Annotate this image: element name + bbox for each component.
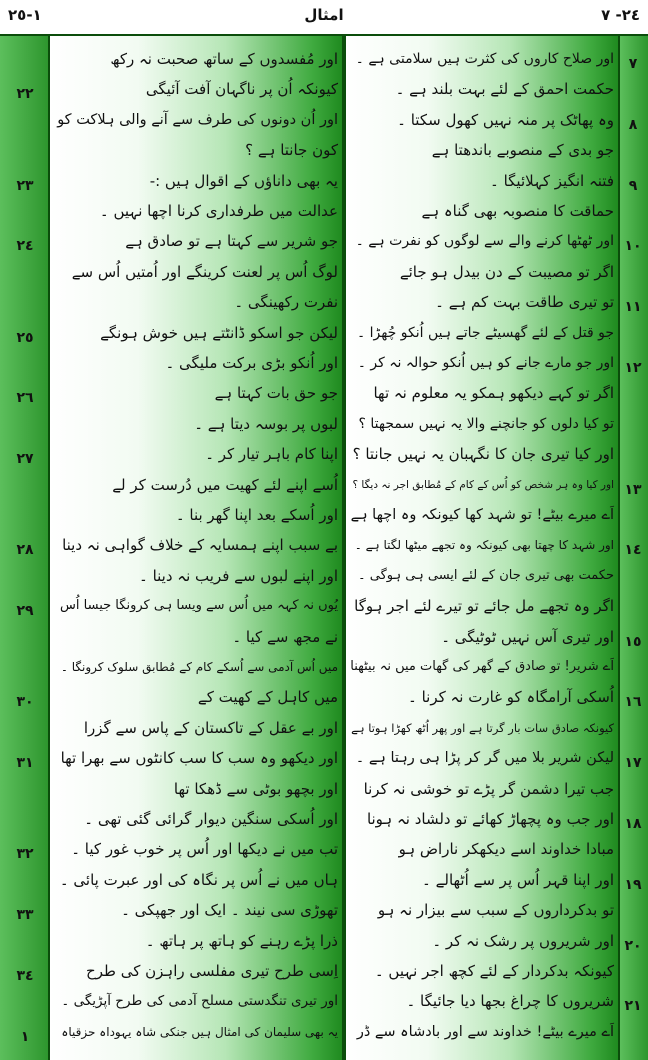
right-column-line: تو تیری طاقت بہت کم ہے ۔ bbox=[435, 293, 614, 312]
right-column-line: لیکن شریر بلا میں گر کر پڑا ہی رہتا ہے ۔ bbox=[355, 750, 614, 767]
left-column-verse-number: ٢٥ bbox=[16, 329, 34, 346]
page-header bbox=[0, 0, 648, 36]
right-column-line: اور صلاح کاروں کی کثرت ہیں سلامتی ہے ۔ bbox=[355, 51, 614, 67]
page-body bbox=[0, 36, 648, 1060]
left-column-line: اور مُفسدوں کے ساتھ صحبت نہ رکھ bbox=[110, 50, 338, 68]
left-column-line: کیونکہ اُن پر ناگہان آفت آئیگی bbox=[145, 80, 338, 99]
left-column-verse-number: ٢٦ bbox=[16, 390, 34, 407]
left-column-line: جو شریر سے کہتا ہے تو صادق ہے bbox=[125, 232, 338, 251]
right-column-line: اور کیا تیری جان کا نگہبان یہ نہیں جانتا ؟ bbox=[352, 445, 614, 464]
right-column-line: اَے شریر! تو صادق کے گھر کی گھات میں نہ بیٹھنا bbox=[350, 659, 614, 674]
left-column-line: یُوں نہ کہہ میں اُس سے ویسا ہی کرونگا جیسا اُس bbox=[60, 598, 338, 614]
left-column-verse-number: ٣١ bbox=[16, 755, 34, 772]
right-column-verse-number: ١٢ bbox=[624, 360, 642, 376]
left-column-verse-number: ١ bbox=[20, 1028, 30, 1045]
right-column-line: حکمت احمق کے لئے بہت بلند ہے ۔ bbox=[395, 80, 614, 99]
right-column-line: فتنہ انگیز کہلائیگا ۔ bbox=[490, 171, 614, 190]
right-column-line: اَے میرے بیٹے! خداوند سے اور بادشاہ سے ڈر bbox=[356, 1023, 614, 1040]
left-column-line: یہ بھی داناؤں کے اقوال ہیں :- bbox=[149, 171, 338, 190]
left-column-line: اور دیکھو وہ سب کا سب کانٹوں سے بھرا تھا bbox=[60, 749, 338, 768]
left-column-line: اُسے اپنے لئے کھیت میں دُرست کر لے bbox=[112, 475, 338, 494]
left-column-line: عدالت میں طرفداری کرنا اچھا نہیں ۔ bbox=[99, 202, 338, 220]
left-column-line: میں اُس آدمی سے اُسکے کام کے مُطابق سلوک کرونگا ۔ bbox=[60, 660, 338, 674]
left-column-line: لیکن جو اسکو ڈانٹتے ہیں خوش ہونگے bbox=[100, 323, 338, 342]
right-column-verse-number: ١٩ bbox=[624, 876, 642, 893]
left-column-line: بے سبب اپنے ہمسایہ کے خلاف گواہی نہ دینا bbox=[62, 536, 338, 555]
right-column-line: اُسکی آرامگاہ کو غارت نہ کرنا ۔ bbox=[408, 688, 614, 707]
left-column-verse-number: ٢٧ bbox=[16, 451, 34, 468]
right-column-verse-number: ١٥ bbox=[624, 633, 642, 650]
right-column-line: اَے میرے بیٹے! تو شہد کھا کیونکہ وہ اچھا ہے bbox=[350, 507, 614, 523]
left-column-verse-number: ٣٠ bbox=[16, 694, 34, 711]
left-column-line: یہ بھی سلیمان کی امثال ہیں جنکی شاہ یہوداہ حزقیاہ bbox=[61, 1024, 338, 1039]
right-column-line: اور شہد کا چھتا بھی کیونکہ وہ تجھے میٹھا لگتا ہے ۔ bbox=[354, 538, 614, 553]
left-column-line: کون جانتا ہے ؟ bbox=[245, 141, 338, 160]
right-column-line: مبادا خداوند اسے دیکھکر ناراض ہو bbox=[398, 840, 614, 859]
left-column-line: ذرا پڑے رہنے کو ہاتھ پر ہاتھ ۔ bbox=[145, 931, 338, 950]
left-column-verse-number: ٢٢ bbox=[16, 86, 34, 103]
left-column-line: اِسی طرح تیری مفلسی راہزن کی طرح bbox=[86, 962, 338, 980]
right-column-line: حکمت بھی تیری جان کے لئے ایسی ہی ہوگی ۔ bbox=[358, 567, 614, 583]
left-column-verse-number: ٢٣ bbox=[16, 177, 34, 194]
right-column-line: کیونکہ بدکردار کے لئے کچھ اجر نہیں ۔ bbox=[374, 962, 614, 980]
left-column-line: تب میں نے دیکھا اور اُس پر خوب غور کیا ۔ bbox=[71, 840, 338, 859]
right-column-verse-number: ٢٠ bbox=[624, 937, 642, 954]
right-column-line: کیونکہ صادق سات بار گرتا ہے اور پھر اُٹھ کھڑا ہوتا ہے bbox=[351, 720, 614, 735]
right-column-line: جو قتل کے لئے گھسیٹے جاتے ہیں اُنکو چُھڑا ۔ bbox=[356, 324, 614, 341]
left-column-line: میں کاہل کے کھیت کے bbox=[197, 688, 338, 707]
left-column-line: اور اُن دونوں کی طرف سے آنے والی ہلاکت کو bbox=[57, 111, 338, 128]
left-column-line: نفرت رکھینگی ۔ bbox=[234, 293, 338, 312]
left-column-line: نے مجھ سے کیا ۔ bbox=[232, 627, 338, 646]
right-column-line: اگر تو کہے دیکھو ہمکو یہ معلوم نہ تھا bbox=[373, 384, 614, 403]
left-column-line: اور اُسکے بعد اپنا گھر بنا ۔ bbox=[175, 506, 338, 524]
right-column-line: شریروں کا چراغ بجھا دیا جائیگا ۔ bbox=[406, 992, 614, 1011]
left-column-verse-number: ٣٣ bbox=[16, 907, 34, 924]
chapter-range-right: ٢٤- ٧ bbox=[601, 6, 640, 24]
right-column-verse-number: ٢١ bbox=[624, 998, 642, 1015]
left-column-line: تھوڑی سی نیند ۔ ایک اور جھپکی ۔ bbox=[121, 901, 338, 920]
right-column-line: اور اپنا قہر اُس پر سے اُٹھالے ۔ bbox=[422, 870, 614, 889]
right-column-line: اور کیا وہ ہر شخص کو اُس کے کام کے مُطابق اجر نہ دیگا ؟ bbox=[352, 478, 614, 491]
left-column-line: اور بے عقل کے تاکستان کے پاس سے گزرا bbox=[83, 718, 338, 737]
right-column-line: اور جو مارے جانے کو ہیں اُنکو حوالہ نہ کر ۔ bbox=[357, 355, 614, 371]
left-column-line: لوگ اُس پر لعنت کرینگے اور اُمتیں اُس سے bbox=[71, 262, 338, 281]
right-column-line: اگر وہ تجھے مل جائے تو تیرے لئے اجر ہوگا bbox=[354, 597, 614, 616]
left-column-verse-number: ٢٩ bbox=[16, 603, 34, 620]
right-column-line: جب تیرا دشمن گر پڑے تو خوشی نہ کرنا bbox=[363, 779, 614, 798]
left-column-line: اور اپنے لبوں سے فریب نہ دینا ۔ bbox=[139, 566, 338, 585]
left-column-line: اپنا کام باہر تیار کر ۔ bbox=[205, 445, 338, 464]
right-column-line: جو بدی کے منصوبے باندھتا ہے bbox=[431, 141, 614, 160]
right-column-verse-number: ٧ bbox=[628, 56, 638, 72]
right-column-line: اور ٹھٹھا کرنے والے سے لوگوں کو نفرت ہے ۔ bbox=[355, 233, 614, 250]
right-column-verse-number: ١٧ bbox=[624, 755, 642, 772]
right-column-line: وہ پھاٹک پر منہ نہیں کھول سکتا ۔ bbox=[397, 110, 614, 129]
right-column-line: اگر تو مصیبت کے دن بیدل ہو جائے bbox=[399, 262, 614, 281]
left-column-verse-number: ٣٤ bbox=[16, 968, 34, 984]
left-column-line: اور بچھو بوٹی سے ڈھکا تھا bbox=[173, 779, 338, 798]
right-column-verse-number: ١٠ bbox=[624, 238, 642, 255]
right-column-verse-number: ١٦ bbox=[624, 694, 642, 711]
left-column-line: لبوں پر بوسہ دیتا ہے ۔ bbox=[194, 414, 338, 433]
right-column-verse-number: ٩ bbox=[628, 177, 638, 194]
left-column-verse-number: ٢٤ bbox=[16, 238, 34, 255]
left-column-line: اور تیری تنگدستی مسلح آدمی کی طرح آپڑیگی ۔ bbox=[61, 993, 338, 1010]
page-title: امثال bbox=[304, 6, 344, 24]
left-column-line: ہاں میں نے اُس پر نگاہ کی اور عبرت پائی ۔ bbox=[59, 870, 338, 889]
right-column-verse-number: ١٣ bbox=[624, 481, 642, 498]
right-column-line: حماقت کا منصوبہ بھی گناہ ہے bbox=[421, 202, 614, 220]
right-column-verse-number: ١٨ bbox=[624, 816, 642, 832]
right-column-verse-number: ١١ bbox=[624, 299, 642, 316]
right-column-line: اور شریروں پر رشک نہ کر ۔ bbox=[432, 931, 614, 950]
right-column-line: اور تیری آس نہیں ٹوٹیگی ۔ bbox=[441, 627, 614, 646]
chapter-range-left: ١-٢٥ bbox=[8, 6, 42, 24]
right-column-verse-number: ١٤ bbox=[624, 542, 642, 559]
left-column-line: جو حق بات کہتا ہے bbox=[214, 384, 338, 403]
left-column-line: اور اُسکی سنگین دیوار گرائی گئی تھی ۔ bbox=[84, 810, 338, 828]
right-column-line: اور جب وہ پچھاڑ کھائے تو دلشاد نہ ہونا bbox=[366, 810, 614, 828]
left-column-verse-number: ٣٢ bbox=[16, 846, 34, 863]
left-column-line: اور اُنکو بڑی برکت ملیگی ۔ bbox=[165, 354, 338, 372]
right-column-line: تو کیا دلوں کو جانچنے والا یہ نہیں سمجھتا ؟ bbox=[358, 415, 614, 432]
right-column-line: تو بدکرداروں کے سبب سے بیزار نہ ہو bbox=[377, 901, 614, 920]
left-column-verse-number: ٢٨ bbox=[16, 542, 34, 559]
right-column-verse-number: ٨ bbox=[628, 116, 638, 133]
